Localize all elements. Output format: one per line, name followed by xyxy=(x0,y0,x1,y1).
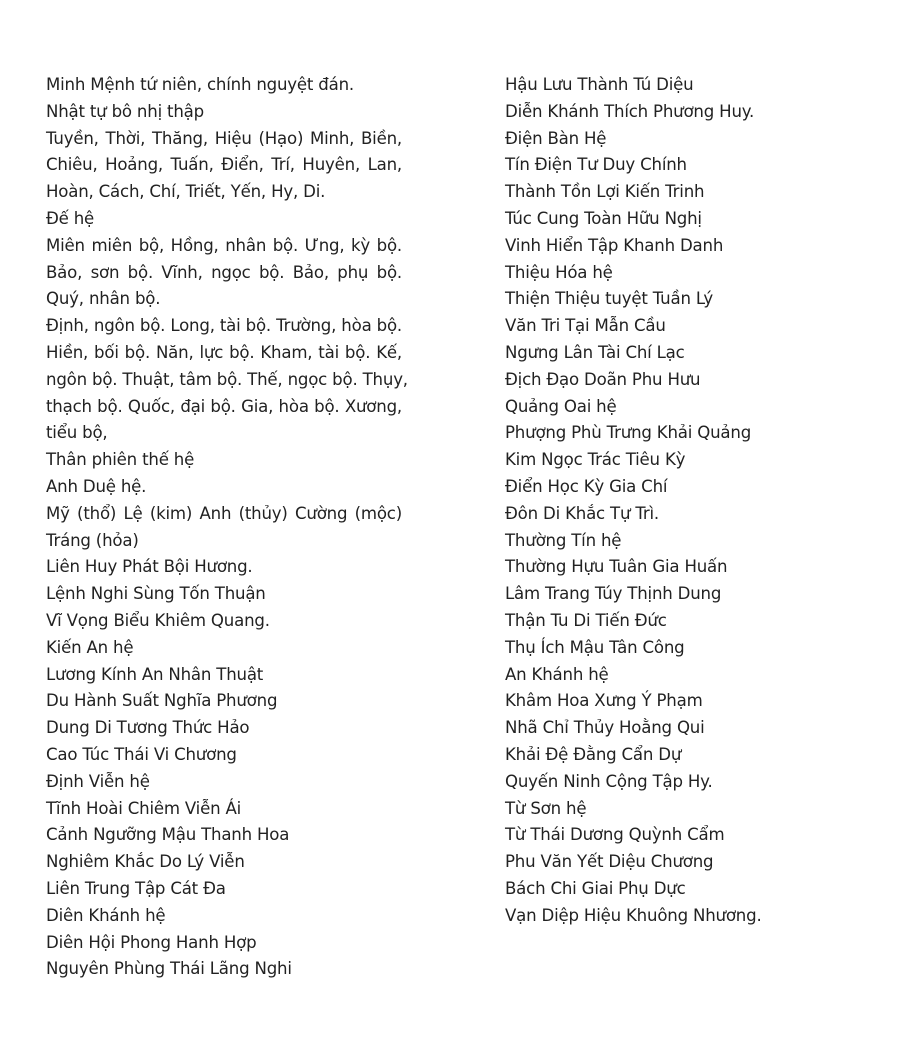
text-line: Nguyên Phùng Thái Lãng Nghi xyxy=(46,959,292,979)
text-line: Vạn Diệp Hiệu Khuông Nhương. xyxy=(505,905,762,925)
text-line: Kim Ngọc Trác Tiêu Kỳ xyxy=(505,450,686,470)
text-line: Minh Mệnh tứ niên, chính nguyệt đán. xyxy=(46,75,355,94)
text-line: Khâm Hoa Xưng Ý Phạm xyxy=(505,691,703,711)
text-line: Văn Tri Tại Mẫn Cầu xyxy=(505,316,666,336)
text-line: Tĩnh Hoài Chiêm Viễn Ái xyxy=(46,798,242,818)
text-line: Cảnh Ngưỡng Mậu Thanh Hoa xyxy=(46,825,290,845)
text-line: Liên Trung Tập Cát Đa xyxy=(46,878,226,898)
text-line: Thận Tu Di Tiến Đức xyxy=(505,610,667,630)
text-line: Túc Cung Toàn Hữu Nghị xyxy=(505,208,702,228)
text-line: Diễn Khánh Thích Phương Huy. xyxy=(505,101,755,121)
right-text-column xyxy=(505,72,885,930)
text-line: Địch Đạo Doãn Phu Hưu xyxy=(505,369,701,389)
section-heading: Diên Khánh hệ xyxy=(46,905,166,925)
text-line: Quý, nhân bộ. xyxy=(46,289,161,309)
text-line: Lệnh Nghi Sùng Tốn Thuận xyxy=(46,584,266,604)
section-heading: Điện Bàn Hệ xyxy=(505,128,607,148)
section-heading: Từ Sơn hệ xyxy=(505,798,587,818)
text-line: Vinh Hiển Tập Khanh Danh xyxy=(505,235,724,255)
text-line: Liên Huy Phát Bội Hương. xyxy=(46,557,253,577)
text-line: Ngưng Lân Tài Chí Lạc xyxy=(505,342,685,362)
text-line: Chiêu, Hoảng, Tuấn, Điển, Trí, Huyên, Lan, xyxy=(46,155,402,175)
section-heading: Thân phiên thế hệ xyxy=(46,450,195,470)
text-line: Điển Học Kỳ Gia Chí xyxy=(505,476,668,496)
text-line: Nhã Chỉ Thủy Hoằng Qui xyxy=(505,718,705,738)
section-heading: Anh Duệ hệ. xyxy=(46,476,147,496)
text-line: Cao Túc Thái Vi Chương xyxy=(46,744,237,764)
text-line: Mỹ (thổ) Lệ (kim) Anh (thủy) Cường (mộc) xyxy=(46,503,402,523)
text-line: Lương Kính An Nhân Thuật xyxy=(46,664,264,684)
text-line: Khải Đệ Đằng Cẩn Dự xyxy=(505,744,682,764)
left-text-column xyxy=(46,72,408,983)
text-line: Tín Điện Tư Duy Chính xyxy=(505,155,687,175)
section-heading: Quảng Oai hệ xyxy=(505,396,617,416)
text-line: ngôn bộ. Thuật, tâm bộ. Thế, ngọc bộ. Thụy, xyxy=(46,369,408,389)
text-line: Bách Chi Giai Phụ Dực xyxy=(505,878,686,898)
text-line: Hậu Lưu Thành Tú Diệu xyxy=(505,75,694,94)
section-heading: Thường Tín hệ xyxy=(505,530,622,550)
text-line: Hiền, bối bộ. Năn, lực bộ. Kham, tài bộ. Kế, xyxy=(46,342,402,362)
text-line: Phượng Phù Trưng Khải Quảng xyxy=(505,423,752,443)
text-line: Bảo, sơn bộ. Vĩnh, ngọc bộ. Bảo, phụ bộ. xyxy=(46,262,402,282)
text-line: Đôn Di Khắc Tự Trì. xyxy=(505,503,659,523)
text-line: Vĩ Vọng Biểu Khiêm Quang. xyxy=(46,610,270,630)
text-line: Du Hành Suất Nghĩa Phương xyxy=(46,691,278,711)
text-line: thạch bộ. Quốc, đại bộ. Gia, hòa bộ. Xương, xyxy=(46,396,402,416)
text-line: Thường Hựu Tuân Gia Huấn xyxy=(505,557,728,577)
section-heading: An Khánh hệ xyxy=(505,664,609,684)
text-line: Tráng (hỏa) xyxy=(46,530,139,550)
text-line: Diên Hội Phong Hanh Hợp xyxy=(46,932,257,952)
section-heading: Định Viễn hệ xyxy=(46,771,150,791)
text-line: Nhật tự bô nhị thập xyxy=(46,101,204,121)
text-line: Định, ngôn bộ. Long, tài bộ. Trường, hòa bộ. xyxy=(46,316,402,336)
text-line: Miên miên bộ, Hồng, nhân bộ. Ưng, kỳ bộ. xyxy=(46,235,402,255)
text-line: Lâm Trang Túy Thịnh Dung xyxy=(505,584,722,604)
text-line: Tuyền, Thời, Thăng, Hiệu (Hạo) Minh, Biền, xyxy=(46,128,402,148)
text-line: Phu Văn Yết Diệu Chương xyxy=(505,852,714,872)
text-line: Quyến Ninh Cộng Tập Hy. xyxy=(505,771,713,791)
text-line: Dung Di Tương Thức Hảo xyxy=(46,718,250,738)
text-line: Thiện Thiệu tuyệt Tuần Lý xyxy=(505,289,713,309)
text-line: tiểu bộ, xyxy=(46,423,108,443)
text-line: Thụ Ích Mậu Tân Công xyxy=(505,637,685,657)
text-line: Từ Thái Dương Quỳnh Cẩm xyxy=(505,825,725,845)
text-line: Hoàn, Cách, Chí, Triết, Yến, Hy, Di. xyxy=(46,182,326,202)
section-heading: Đế hệ xyxy=(46,208,95,228)
section-heading: Thiệu Hóa hệ xyxy=(505,262,613,282)
text-line: Nghiêm Khắc Do Lý Viễn xyxy=(46,852,245,872)
section-heading: Kiến An hệ xyxy=(46,637,134,657)
text-line: Thành Tồn Lợi Kiến Trinh xyxy=(505,182,705,202)
